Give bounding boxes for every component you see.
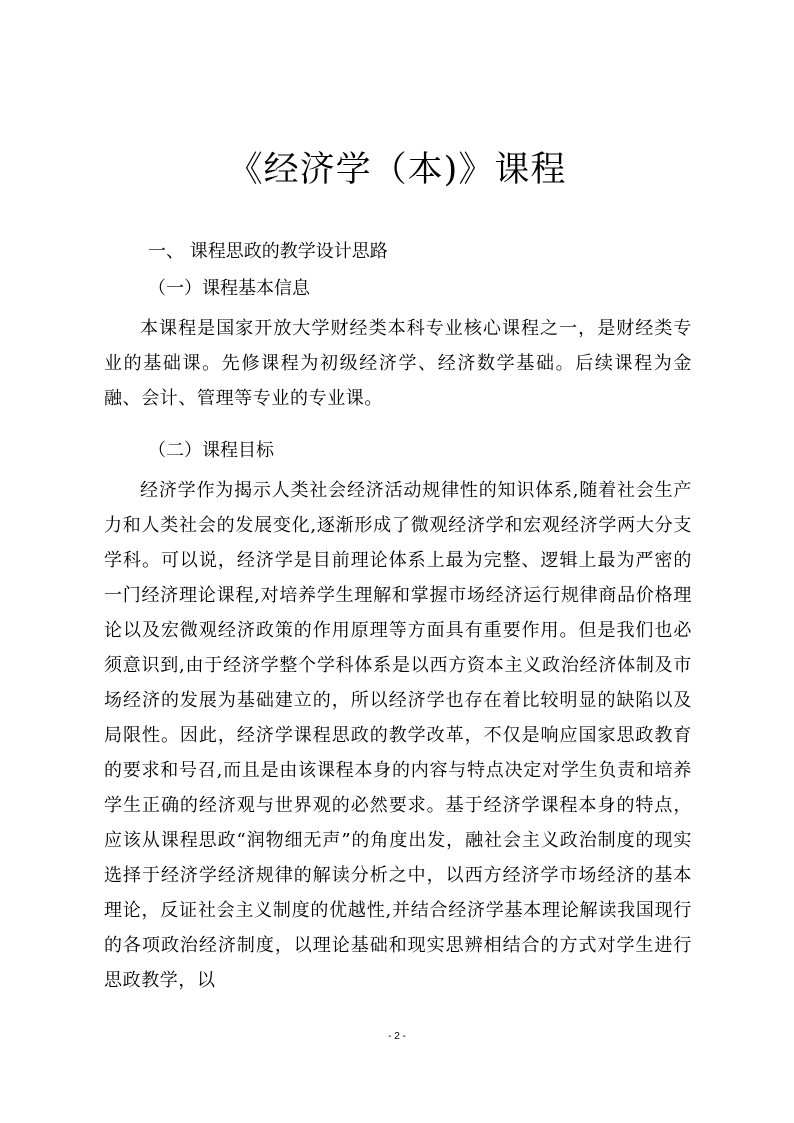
subsection-heading-course-goals: （二）课程目标	[148, 440, 274, 461]
page-number: - 2 -	[388, 1031, 406, 1042]
paragraph-course-goals: 经济学作为揭示人类社会经济活动规律性的知识体系,随着社会生产力和人类社会的发展变化,逐渐形成了微观经济学和宏观经济学两大分支学科。可以说，经济学是目前理论体系上最为完整、逻辑上最为严密的一门经济理论课程,对培养学生理解和掌握市场经济运行规律商品价格理论以及宏微观经济政策的作用原理等方面具有重要作用。但是我们也必须意识到,由于经济学整个学科体系是以西方资本主义政治经济体制及市场经济的发展为基础建立的，所以经济学也存在着比较明显的缺陷以及局限性。因此，经济学课程思政的教学改革，不仅是响应国家思政教育的要求和号召,而且是由该课程本身的内容与特点决定对学生负责和培养学生正确的经济观与世界观的必然要求。基于经济学课程本身的特点，应该从课程思政“润物细无声”的角度出发，融社会主义政治制度的现实选择于经济学经济规律的解读分析之中，以西方经济学市场经济的基本理论，反证社会主义制度的优越性,并结合经济学基本理论解读我国现行的各项政治经济制度，以理论基础和现实思辨相结合的方式对学生进行思政教学，以	[104, 480, 692, 991]
subsection-heading-basic-info: （一）课程基本信息	[148, 278, 310, 299]
paragraph-basic-info: 本课程是国家开放大学财经类本科专业核心课程之一，是财经类专业的基础课。先修课程为初级经济学、经济数学基础。后续课程为金融、会计、管理等专业的专业课。	[104, 318, 692, 409]
section-heading: 一、 课程思政的教学设计思路	[148, 241, 388, 262]
page-title: 《经济学（本)》课程	[227, 150, 567, 190]
